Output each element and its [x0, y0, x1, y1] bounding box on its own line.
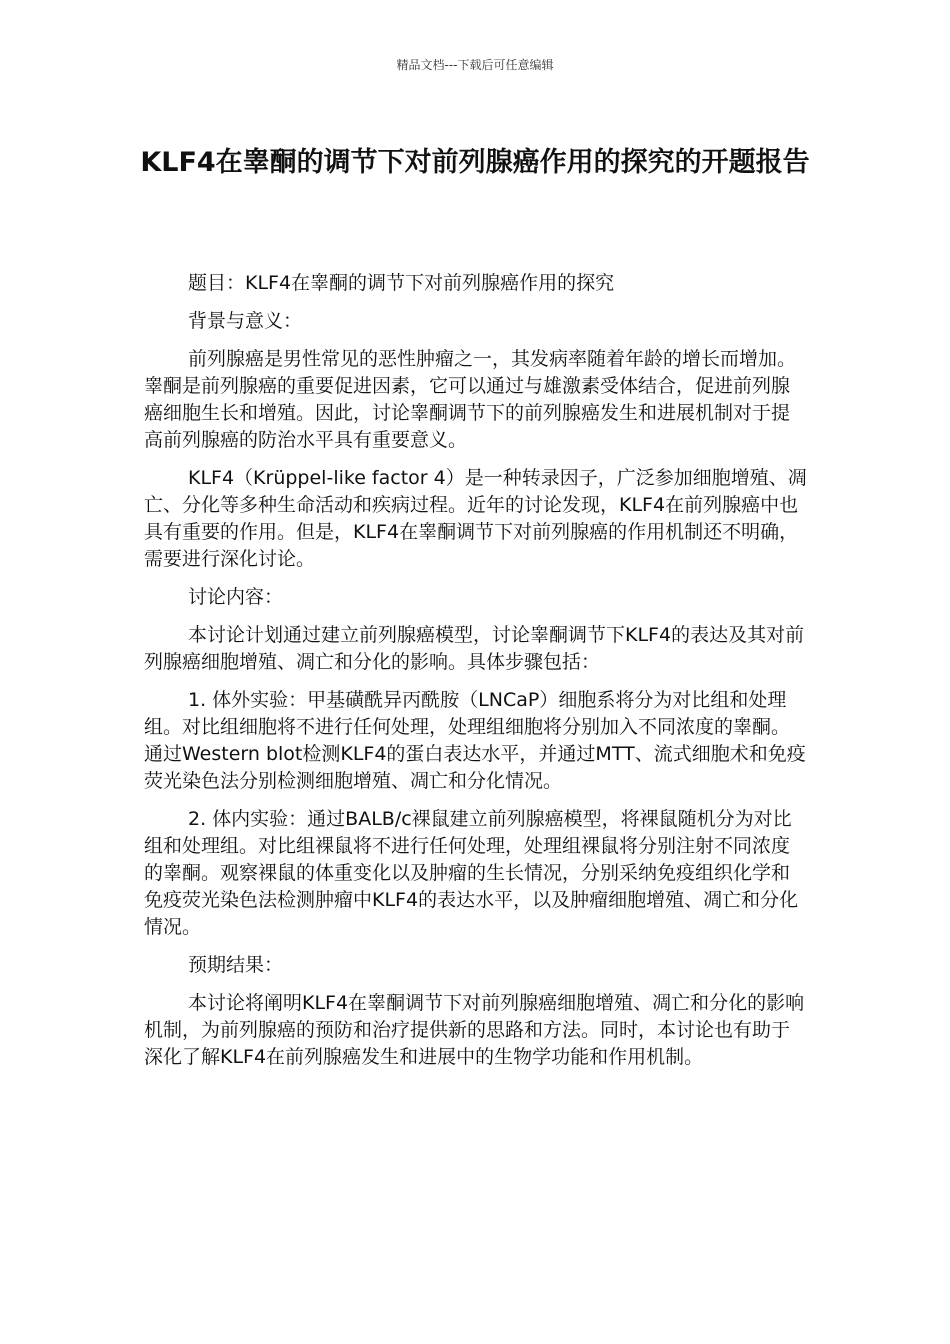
expected-results-heading: 预期结果：: [188, 954, 284, 976]
in-vitro-experiment-paragraph: 1. 体外实验：甲基磺酰异丙酰胺（LNCaP）细胞系将分为对比组和处理组。对比组细胞将不进行任何处理，处理组细胞将分别加入不同浓度的睾酮。通过Western blot检测KLF4的蛋白表达水平，并通过MTT、流式细胞术和免疫荧光染色法分别检测细胞增殖、凋亡和分化情况。: [144, 689, 806, 792]
document-title: KLF4在睾酮的调节下对前列腺癌作用的探究的开题报告: [140, 147, 810, 178]
in-vivo-experiment-paragraph: 2. 体内实验：通过BALB/c裸鼠建立前列腺癌模型，将裸鼠随机分为对比组和处理组。对比组裸鼠将不进行任何处理，处理组裸鼠将分别注射不同浓度的睾酮。观察裸鼠的体重变化以及肿瘤的生长情况，分别采纳免疫组织化学和免疫荧光染色法检测肿瘤中KLF4的表达水平，以及肿瘤细胞增殖、凋亡和分化情况。: [144, 808, 799, 938]
document-body: [144, 270, 808, 1082]
topic-paragraph: 题目：KLF4在睾酮的调节下对前列腺癌作用的探究: [188, 272, 615, 294]
research-content-heading: 讨论内容：: [188, 586, 284, 608]
research-content-paragraph: 本讨论计划通过建立前列腺癌模型，讨论睾酮调节下KLF4的表达及其对前列腺癌细胞增殖、凋亡和分化的影响。具体步骤包括：: [144, 624, 805, 673]
background-paragraph-2: KLF4（Krüppel-like factor 4）是一种转录因子，广泛参加细胞增殖、凋亡、分化等多种生命活动和疾病过程。近年的讨论发现，KLF4在前列腺癌中也具有重要的作用。但是，KLF4在睾酮调节下对前列腺癌的作用机制还不明确，需要进行深化讨论。: [144, 467, 807, 570]
background-heading: 背景与意义：: [188, 310, 303, 332]
page-header: 精品文档---下载后可任意编辑: [396, 58, 554, 72]
expected-results-paragraph: 本讨论将阐明KLF4在睾酮调节下对前列腺癌细胞增殖、凋亡和分化的影响机制，为前列腺癌的预防和治疗提供新的思路和方法。同时，本讨论也有助于深化了解KLF4在前列腺癌发生和进展中的生物学功能和作用机制。: [144, 992, 805, 1068]
background-paragraph-1: 前列腺癌是男性常见的恶性肿瘤之一，其发病率随着年龄的增长而增加。睾酮是前列腺癌的重要促进因素，它可以通过与雄激素受体结合，促进前列腺癌细胞生长和增殖。因此，讨论睾酮调节下的前列腺癌发生和进展机制对于提高前列腺癌的防治水平具有重要意义。: [144, 348, 797, 451]
